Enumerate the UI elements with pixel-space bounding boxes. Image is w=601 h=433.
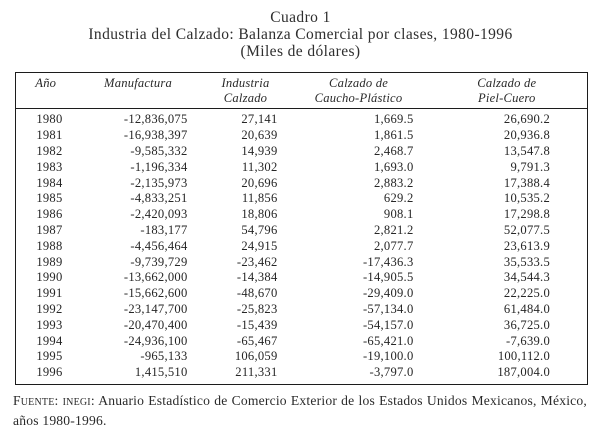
table-cell-caucho-plastico: -29,409.0 bbox=[362, 286, 414, 301]
table-cell-industria-calzado: 24,915 bbox=[241, 238, 278, 253]
table-cell-manufactura: -183,177 bbox=[140, 222, 188, 237]
table-cell-piel-cuero: 17,388.4 bbox=[503, 175, 550, 190]
table-cell-caucho-plastico: -14,905.5 bbox=[362, 270, 414, 285]
table-cell-year: 1996 bbox=[36, 365, 63, 380]
table-cell-piel-cuero: 13,547.8 bbox=[503, 144, 550, 158]
column-header-ano bbox=[16, 73, 76, 109]
table-number: Cuadro 1 bbox=[270, 9, 331, 26]
table-row bbox=[16, 207, 588, 223]
table-cell-industria-calzado: 20,639 bbox=[241, 128, 278, 143]
table-cell-manufactura: -2,420,093 bbox=[130, 207, 188, 222]
table-cell-industria-calzado: 20,696 bbox=[241, 175, 278, 190]
table-cell-industria-calzado: -23,462 bbox=[236, 254, 278, 269]
table-cell-year: 1987 bbox=[36, 222, 63, 237]
table-cell-year: 1994 bbox=[36, 333, 63, 348]
header-line: Caucho-Plástico bbox=[314, 91, 403, 106]
table-cell-industria-calzado: 11,856 bbox=[241, 191, 278, 206]
table-cell-caucho-plastico: 1,693.0 bbox=[373, 159, 414, 174]
table-cell-piel-cuero: -7,639.0 bbox=[506, 333, 550, 348]
header-line: Año bbox=[35, 76, 57, 90]
table-cell-year: 1992 bbox=[36, 301, 63, 316]
table-cell-manufactura: -15,662,600 bbox=[123, 286, 188, 301]
table-row bbox=[16, 286, 588, 302]
table-cell-industria-calzado: -25,823 bbox=[236, 301, 278, 316]
header-line: Piel-Cuero bbox=[478, 91, 536, 106]
table-cell-industria-calzado: -65,467 bbox=[236, 333, 278, 348]
table-main-title: Industria del Calzado: Balanza Comercial por clases, 1980-1996 bbox=[88, 26, 513, 43]
table-row bbox=[16, 270, 588, 286]
column-header-industria-calzado bbox=[201, 73, 291, 109]
table-cell-manufactura: -20,470,400 bbox=[123, 317, 188, 332]
table-row bbox=[16, 365, 588, 384]
column-header-manufactura bbox=[76, 73, 201, 109]
table-cell-manufactura: -9,585,332 bbox=[130, 144, 188, 158]
table-cell-piel-cuero: 61,484.0 bbox=[503, 301, 550, 316]
table-cell-year: 1991 bbox=[36, 286, 63, 301]
header-line: Manufactura bbox=[104, 76, 172, 90]
table-cell-caucho-plastico: 1,669.5 bbox=[373, 112, 414, 127]
table-cell-piel-cuero: 36,725.0 bbox=[503, 317, 550, 332]
table-cell-industria-calzado: 211,331 bbox=[235, 365, 278, 380]
table-cell-year: 1982 bbox=[36, 144, 63, 158]
table-cell-caucho-plastico: -19,100.0 bbox=[362, 349, 414, 364]
table-cell-year: 1988 bbox=[36, 238, 63, 253]
table-cell-piel-cuero: 17,298.8 bbox=[503, 207, 550, 222]
table-row bbox=[16, 128, 588, 144]
table-body bbox=[16, 109, 588, 385]
table-cell-industria-calzado: 18,806 bbox=[241, 207, 278, 222]
table-cell-year: 1986 bbox=[36, 207, 63, 222]
table-row bbox=[16, 160, 588, 176]
table-cell-caucho-plastico: -54,157.0 bbox=[362, 317, 414, 332]
table-cell-year: 1989 bbox=[36, 254, 63, 269]
table-row bbox=[16, 239, 588, 255]
table-cell-manufactura: -4,456,464 bbox=[130, 238, 188, 253]
table-cell-piel-cuero: 22,225.0 bbox=[503, 286, 550, 301]
table-cell-caucho-plastico: 1,861.5 bbox=[373, 128, 414, 143]
table-cell-caucho-plastico: 908.1 bbox=[383, 207, 414, 222]
table-cell-year: 1980 bbox=[36, 112, 63, 127]
table-cell-year: 1984 bbox=[36, 175, 63, 190]
header-line: Calzado de bbox=[328, 76, 389, 90]
table-row bbox=[16, 302, 588, 318]
table-cell-caucho-plastico: 2,077.7 bbox=[373, 238, 414, 253]
table-cell-year: 1985 bbox=[36, 191, 63, 206]
source-note bbox=[13, 391, 587, 432]
table-cell-year: 1995 bbox=[36, 349, 63, 364]
table-row bbox=[16, 318, 588, 334]
table-cell-manufactura: -4,833,251 bbox=[130, 191, 188, 206]
table-cell-year: 1993 bbox=[36, 317, 63, 332]
table-row bbox=[16, 191, 588, 207]
table-row bbox=[16, 349, 588, 365]
column-header-caucho-plastico bbox=[291, 73, 427, 109]
table-cell-manufactura: -2,135,973 bbox=[130, 175, 188, 190]
table-cell-piel-cuero: 26,690.2 bbox=[503, 112, 550, 127]
table-cell-manufactura: -13,662,000 bbox=[123, 270, 188, 285]
table-cell-caucho-plastico: -3,797.0 bbox=[369, 365, 414, 380]
table-cell-piel-cuero: 34,544.3 bbox=[503, 270, 550, 285]
table-row bbox=[16, 334, 588, 350]
source-text: Anuario Estadístico de Comercio Exterior de los Estados Unidos Mexicanos, México, años 1980-1996. bbox=[13, 392, 588, 429]
table-row bbox=[16, 223, 588, 239]
table-cell-piel-cuero: 52,077.5 bbox=[503, 222, 550, 237]
table-cell-caucho-plastico: -17,436.3 bbox=[362, 254, 414, 269]
table-cell-caucho-plastico: -65,421.0 bbox=[362, 333, 414, 348]
table-row bbox=[16, 176, 588, 192]
column-header-piel-cuero bbox=[427, 73, 588, 109]
table-cell-industria-calzado: 14,939 bbox=[241, 144, 278, 158]
header-line: Calzado de bbox=[477, 76, 537, 90]
table-cell-industria-calzado: -48,670 bbox=[236, 286, 278, 301]
table-cell-piel-cuero: 187,004.0 bbox=[497, 365, 550, 380]
table-cell-industria-calzado: 106,059 bbox=[234, 349, 278, 364]
table-cell-piel-cuero: 100,112.0 bbox=[497, 349, 550, 364]
table-cell-year: 1983 bbox=[36, 159, 63, 174]
table-unit-note: (Miles de dólares) bbox=[240, 43, 361, 60]
table-header bbox=[16, 73, 588, 109]
table-row bbox=[16, 144, 588, 160]
table-cell-year: 1990 bbox=[36, 270, 63, 285]
table-cell-manufactura: -965,133 bbox=[140, 349, 188, 364]
table-cell-caucho-plastico: 2,468.7 bbox=[373, 144, 414, 158]
table-cell-industria-calzado: -15,439 bbox=[236, 317, 278, 332]
table-cell-piel-cuero: 35,533.5 bbox=[503, 254, 550, 269]
table-cell-caucho-plastico: -57,134.0 bbox=[362, 301, 414, 316]
table-cell-manufactura: -23,147,700 bbox=[123, 301, 188, 316]
table-cell-manufactura: -24,936,100 bbox=[123, 333, 188, 348]
table-row bbox=[16, 109, 588, 128]
table-cell-piel-cuero: 23,613.9 bbox=[503, 238, 550, 253]
table-cell-caucho-plastico: 629.2 bbox=[383, 191, 414, 206]
table-cell-caucho-plastico: 2,883.2 bbox=[373, 175, 414, 190]
table-title-block bbox=[0, 0, 601, 60]
table-cell-piel-cuero: 9,791.3 bbox=[510, 159, 550, 174]
table-cell-industria-calzado: 27,141 bbox=[241, 112, 278, 127]
table-cell-manufactura: -12,836,075 bbox=[123, 112, 188, 127]
table-cell-manufactura: 1,415,510 bbox=[134, 365, 188, 380]
table-cell-piel-cuero: 20,936.8 bbox=[503, 128, 550, 143]
table-cell-year: 1981 bbox=[36, 128, 63, 143]
table-cell-manufactura: -1,196,334 bbox=[130, 159, 188, 174]
table-row bbox=[16, 255, 588, 271]
source-label: Fuente: inegi: bbox=[13, 392, 95, 408]
table-cell-piel-cuero: 10,535.2 bbox=[503, 191, 550, 206]
header-row bbox=[16, 73, 588, 109]
table-cell-industria-calzado: -14,384 bbox=[236, 270, 278, 285]
table-cell-caucho-plastico: 2,821.2 bbox=[373, 222, 414, 237]
table-cell-manufactura: -16,938,397 bbox=[123, 128, 188, 143]
header-line: Industria bbox=[221, 76, 270, 90]
table-cell-industria-calzado: 54,796 bbox=[241, 222, 278, 237]
table-cell-industria-calzado: 11,302 bbox=[241, 159, 278, 174]
header-line: Calzado bbox=[223, 91, 268, 106]
table-cell-manufactura: -9,739,729 bbox=[130, 254, 188, 269]
balance-table bbox=[15, 72, 588, 385]
